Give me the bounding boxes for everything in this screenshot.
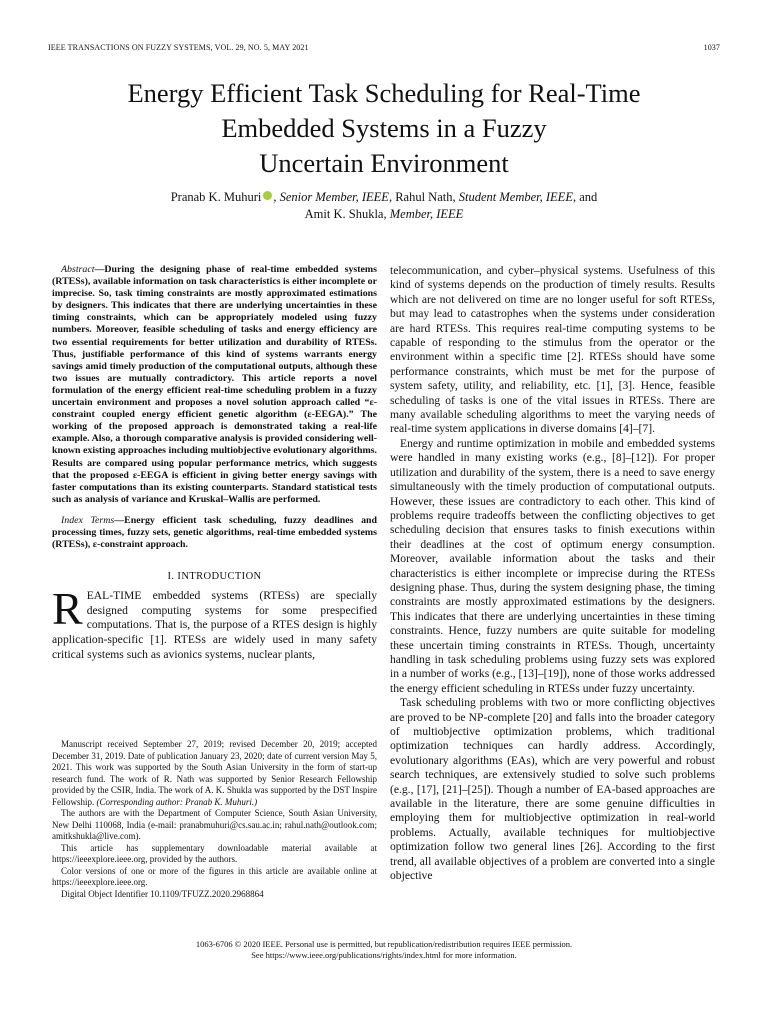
- author-1-name: Pranab K. Muhuri: [170, 190, 262, 204]
- orcid-icon[interactable]: [263, 191, 272, 200]
- author-line-2: [48, 206, 720, 223]
- copyright-line-1: 1063-6706 © 2020 IEEE. Personal use is permitted, but republication/redistribution requires IEEE permission.: [195, 939, 573, 949]
- footnote-manuscript-text: Manuscript received September 27, 2019; revised December 20, 2019; accepted December 31, 2019. Date of publication January 23, 2020; date of current version May 5, 2021. This work was supported by the South Asian University in the form of start-up research fund. The work of R. Nath was supported by Senior Research Fellowship provided by the CSIR, India. The work of A. K. Shukla was supported by the DST Inspire Fellowship.: [52, 739, 377, 807]
- author-line-1: [48, 189, 720, 206]
- abstract-text: —During the designing phase of real-time embedded systems (RTESs), available information on task characteristics is either incomplete or imprecise. So, task timing constraints are mostly approximated estimations by designers. This indicates that there are underlying uncertainties in these timing constraints, which can be appropriately modeled using fuzzy numbers. Moreover, feasible scheduling of tasks and energy efficiency are two essential requirements for better utilization and durability of RTESs. Thus, justifiable performance of this kind of systems warrants energy savings amid timely production of the computational outputs, although these two issues are mutually contradictory. This article reports a novel formulation of the energy efficient real-time scheduling problem in a fuzzy uncertain environment and proposes a novel solution approach called “ε-constraint coupled energy efficient genetic algorithm (ε-EEGA).” The working of the proposed approach is demonstrated taking a real-life example. Also, a thorough comparative analysis is provided considering well-known existing approaches including multiobjective evolutionary algorithms. Results are compared using popular performance metrics, which suggests that the proposed ε-EEGA is efficient in giving better energy savings with faster computations than its existing counterparts. Standard statistical tests such as analysis of variance and Kruskal–Wallis are performed.: [52, 264, 377, 505]
- footnote-manuscript: [52, 739, 377, 808]
- intro-text: embedded systems (RTESs) are specially designed computing systems for some prespecified computations. That is, the purpose of a RTES design is highly application-specific [1]. RTESs are widely used in many safety critical systems such as avionics systems, nuclear plants,: [52, 589, 377, 661]
- section-heading-introduction: [52, 571, 377, 582]
- left-column: [52, 264, 377, 662]
- index-terms: [52, 515, 377, 551]
- drop-cap: R: [52, 583, 83, 635]
- index-terms-text: —Energy efficient task scheduling, fuzzy deadlines and processing times, fuzzy sets, genetic algorithms, real-time embedded systems (RTESs), ε-constraint approach.: [52, 514, 377, 551]
- title-line-3: Uncertain Environment: [259, 148, 509, 178]
- section-title-rest: NTRODUCTION: [181, 571, 262, 583]
- page-number: 1037: [703, 43, 720, 52]
- author-2-name: , Rahul Nath,: [388, 190, 459, 204]
- copyright-line-2: See https://www.ieee.org/publications/rights/index.html for more information.: [251, 950, 517, 960]
- paper-title: [48, 76, 720, 181]
- footnote-affiliation: The authors are with the Department of Computer Science, South Asian University, New Delhi 110068, India (e-mail: pranabmuhuri@cs.sau.ac.in; rahul.nath@outlook.com; amitkshukla@live.com).: [52, 808, 377, 841]
- author-3-role: Member, IEEE: [389, 207, 464, 221]
- journal-citation: IEEE TRANSACTIONS ON FUZZY SYSTEMS, VOL. 29, NO. 5, MAY 2021: [48, 43, 309, 52]
- body-paragraph-3: Task scheduling problems with two or more conflicting objectives are proved to be NP-complete [20] and falls into the broader category of multiobjective optimization problems, which traditional optimization techniques can hardly address. Accordingly, evolutionary algorithms (EAs), which are very powerful and robust search techniques, are extensively studied to solve such problems (e.g., [17], [21]–[25]). Though a number of EA-based approaches are available in the literature, there are some genuine difficulties in employing them for multiobjective optimization in real-world problems. Actually, available techniques for multiobjective optimization follow two general lines [26]. According to the first trend, all available objectives of a problem are converted into a single objective: [390, 696, 715, 883]
- intro-capword: EAL-TIME: [86, 589, 142, 603]
- footnote-color-versions: Color versions of one or more of the figures in this article are available online at https://ieeexplore.ieee.org.: [52, 865, 377, 887]
- corresponding-author: (Corresponding author: Pranab K. Muhuri.): [96, 796, 258, 807]
- author-3-name: Amit K. Shukla,: [304, 207, 390, 221]
- title-line-1: Energy Efficient Task Scheduling for Real-Time: [127, 78, 641, 108]
- author-1-role: , Senior Member, IEEE: [273, 190, 389, 204]
- footnote-supplementary: This article has supplementary downloadable material available at https://ieeexplore.ieee.org, provided by the authors.: [52, 842, 377, 864]
- author-2-role: Student Member, IEEE: [458, 190, 573, 204]
- copyright-notice: [48, 939, 720, 961]
- section-number: I.: [167, 571, 178, 583]
- footnote-doi: Digital Object Identifier 10.1109/TFUZZ.2020.2968864: [61, 888, 264, 899]
- author-list: [48, 189, 720, 223]
- abstract-lead: Abstract: [61, 264, 95, 275]
- author-conjunction: , and: [572, 190, 598, 204]
- body-paragraph-1: telecommunication, and cyber–physical systems. Usefulness of this kind of systems depends on the production of timely results. Results which are not delivered on time are no longer useful for soft RTESs, but may lead to catastrophes when the systems under consideration are hard RTESs. This requires real-time computing systems to be capable of responding to the stimulus from the operator or the environment within a specific time [2]. RTESs should have some performance constraints, which must be met for the purpose of system safety, utility, and reliability, etc. [1], [3]. Hence, feasible scheduling of tasks is one of the vital issues in RTESs. There are many available scheduling algorithms to meet the varying needs of real-time system applications in diverse domains [4]–[7].: [390, 264, 715, 436]
- abstract: [52, 264, 377, 506]
- index-terms-lead: Index Terms: [61, 514, 115, 526]
- right-column: [390, 264, 715, 883]
- intro-paragraph: [52, 583, 377, 662]
- body-paragraph-2: Energy and runtime optimization in mobile and embedded systems were handled in many existing works (e.g., [8]–[12]). For proper utilization and durability of the system, there is a need to save energy simultaneously with the timely production of computational outputs. However, these issues are contradictory to each other. This kind of problems require tradeoffs between the conflicting objectives to get scheduling decision that ensures tasks to finish executions within their deadlines at the cost of optimum energy consumption. Moreover, available information about the tasks and their characteristics is either incomplete or imprecise during the RTESs designing phase. Thus, during the system designing phase, the timing constraints are mostly approximated estimations by the designers. This indicates that there are underlying uncertainties in these timing constraints. Hence, fuzzy numbers are quite suitable for modeling these uncertain timing constraints in RTESs. Though, uncertainty handling in task scheduling problems using fuzzy sets was explored in a number of works (e.g., [13]–[19]), none of those works addressed the energy efficient scheduling in RTESs under fuzzy uncertainty.: [390, 436, 715, 695]
- title-line-2: Embedded Systems in a Fuzzy: [221, 113, 547, 143]
- first-page-footnotes: [52, 739, 377, 900]
- section-title-initial: I: [177, 571, 182, 583]
